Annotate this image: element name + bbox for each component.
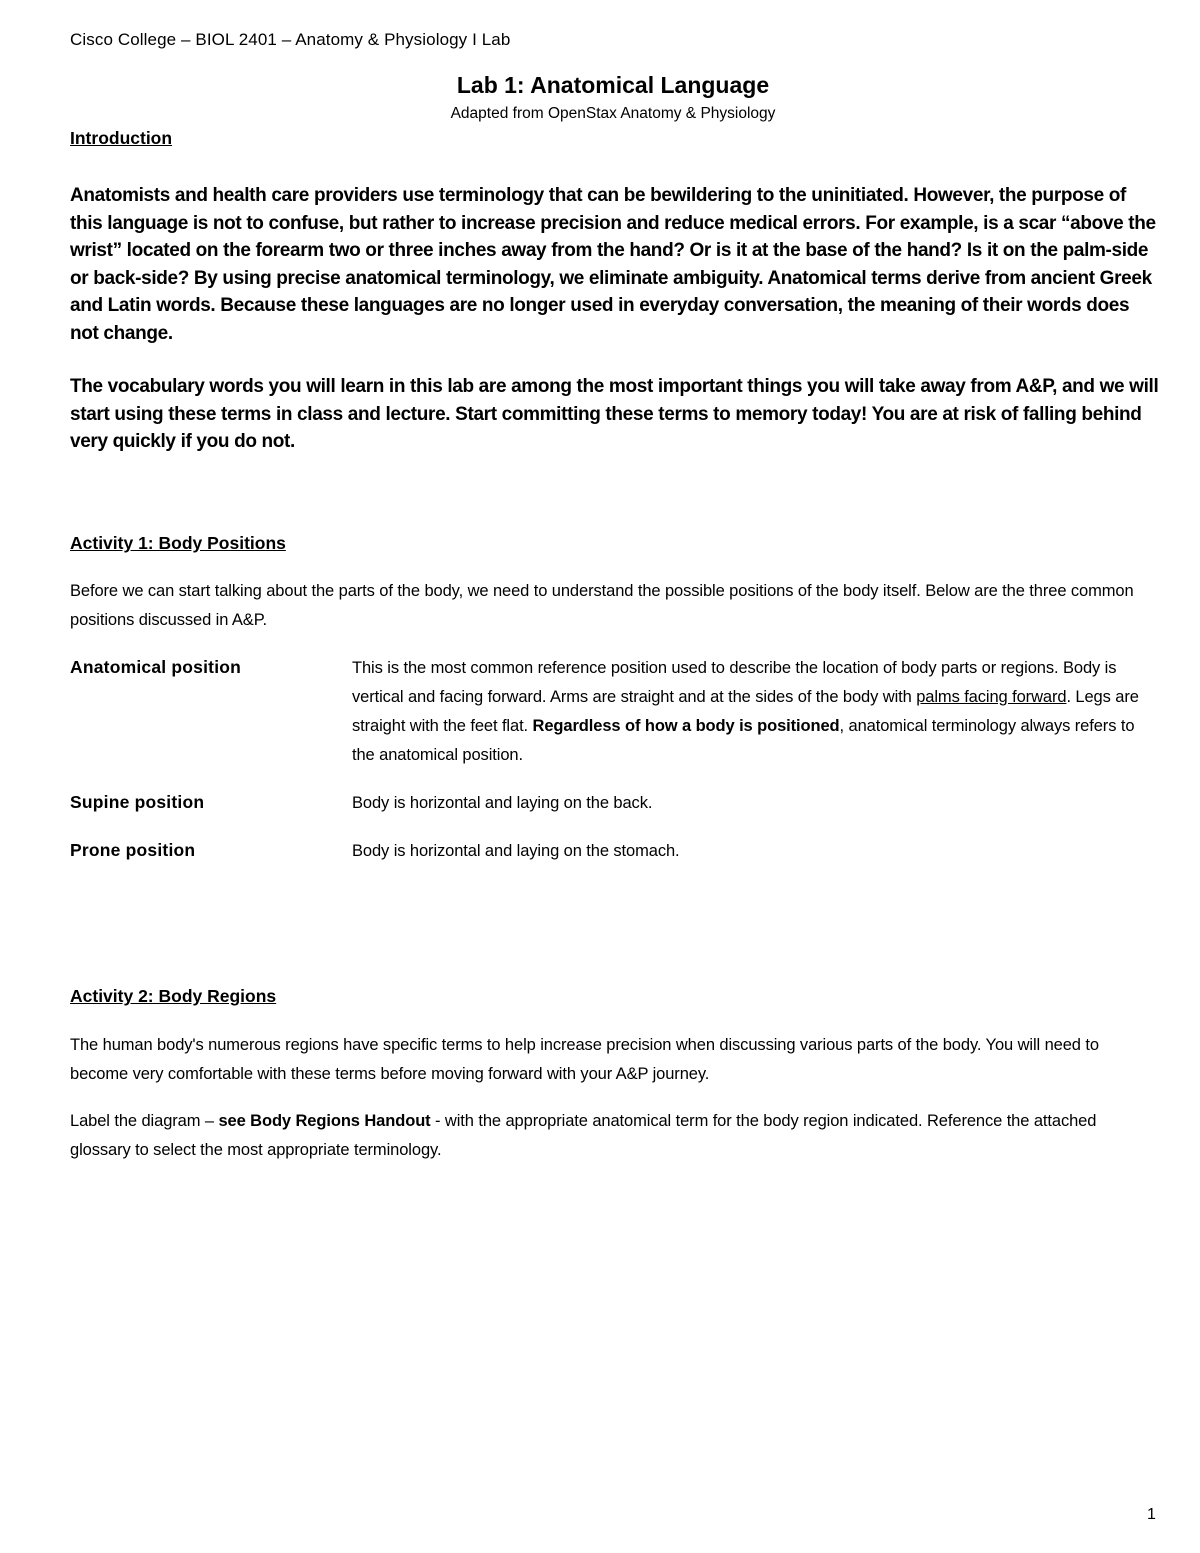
definition-text: . Legs are straight with the feet flat. — [352, 688, 1139, 735]
definition-text: , anatomical terminology always refers to the anatomical position. — [352, 717, 1135, 764]
definition-anatomical-position — [352, 654, 1160, 770]
activity-2-intro: The human body's numerous regions have specific terms to help increase precision when discussing various parts of the body. You will need to become very comfortable with these terms before moving forward with your A&P journey. — [70, 1036, 1099, 1083]
instruction-bold-text: see Body Regions Handout — [218, 1112, 431, 1130]
introduction-heading: Introduction — [70, 128, 173, 148]
activity-1-intro: Before we can start talking about the parts of the body, we need to understand the possible positions of the body itself. Below are the three common positions discussed in A&P. — [70, 582, 1134, 629]
term-anatomical-position: Anatomical position — [70, 657, 242, 677]
definition-underlined-text: palms facing forward — [916, 688, 1067, 706]
definition-bold-text: Regardless of how a body is positioned — [532, 717, 840, 735]
introduction-paragraph-2: The vocabulary words you will learn in this lab are among the most important things you will take away from A&P, and we will start using these terms in class and lecture. Start committing these terms to memory today! You are at risk of falling behind very quickly if you do not. — [70, 376, 1159, 452]
term-prone-position: Prone position — [70, 840, 196, 860]
page-title: Lab 1: Anatomical Language — [456, 72, 770, 98]
definition-text: This is the most common reference position used to describe the location of body parts or regions. Body is vertical and facing forward. Arms are straight and at the sides of the body with — [352, 659, 1117, 706]
page-subtitle: Adapted from OpenStax Anatomy & Physiology — [450, 105, 776, 122]
instruction-text: Label the diagram – — [70, 1112, 219, 1130]
activity-2-heading: Activity 2: Body Regions — [70, 986, 277, 1006]
page-number: 1 — [1147, 1506, 1156, 1523]
activity-2-instruction — [70, 1107, 1160, 1165]
activity-1-heading: Activity 1: Body Positions — [70, 533, 286, 553]
introduction-paragraph-1: Anatomists and health care providers use terminology that can be bewildering to the uninitiated. However, the purpose of this language is not to confuse, but rather to increase precision and reduce medical errors. For example, is a scar “above the wrist” located on the forearm two or three inches away from the hand? Or is it at the base of the hand? Is it on the palm-side or back-side? By using precise anatomical terminology, we eliminate ambiguity. Anatomical terms derive from ancient Greek and Latin words. Because these languages are no longer used in everyday conversation, the meaning of their words does not change. — [70, 185, 1156, 344]
term-supine-position: Supine position — [70, 792, 205, 812]
definition-supine-position: Body is horizontal and laying on the back. — [352, 794, 653, 812]
course-header: Cisco College – BIOL 2401 – Anatomy & Physiology I Lab — [70, 30, 511, 49]
instruction-text: - with the appropriate anatomical term for the body region indicated. Reference the attached glossary to select the most appropriate terminology. — [70, 1112, 1097, 1159]
definition-prone-position: Body is horizontal and laying on the stomach. — [352, 842, 680, 860]
